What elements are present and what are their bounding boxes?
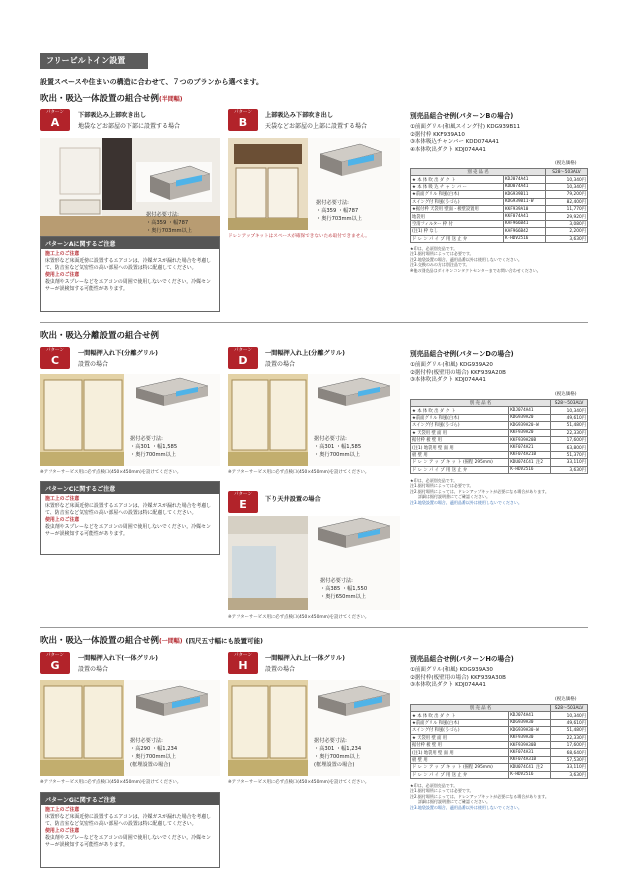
pattern-c-title: 一間幅押入れ下(分離グリル) <box>78 350 158 357</box>
combo-h-price-table: 別 売 品 名 S28～503ALV ★ 本 体 吹 出 ダ ク ト KDJ074A41 10,340円 ★前面グリル 和風(白木) KDG939A30 49,610円 スイング付 和風(うづら) KDG939A30-W 51,480円 ★ 天袋用 壁 面 用 KKF939A30 22,330円 据付枠 板 壁 用 KKF939A30B 17,600円 (注1) 地袋用 壁 面 用 KKF074A31 68,640円 板 壁 用 KKF074A31B 57,530円 ド レ ン ア ッ プ キ ッ ト (揚程 295mm) KDU074C41 注2 33,110円 ド レ ン パ イ プ 用 送 止 弁 K-HDV2516 3,630円 <box>412 706 586 778</box>
pattern-d-desc: 設置の場合 <box>265 361 296 368</box>
pattern-c-req-2: ・高301 ・幅1,585 <box>130 444 178 450</box>
pattern-e-req-2: ・高385 ・幅1,550 <box>320 586 368 592</box>
pattern-b-req-1: 据付必要寸法: <box>316 200 349 206</box>
combo-b-price-table: 別 売 品 名 S28～503ALV ★ 本 体 吹 出 ダ ク ト KDJ074A41 10,340円 ★ 本 体 吸 込 チ ャ ン バ ー KDD074A41 10,340円 ★前面グリル 和風(白木) KDG939B11 79,200円 スイング付 和風(うづら) KDG939B11-W 82,400円 ★据付枠 天袋用 壁面・板壁設置用 KKF939A10 11,770円 地袋用 KKF074A41 29,920円 空清フィルター 枠 付 KAF966B41 3,080円 (注1) 枠 なし KAF966B42 2,200円 ド レ ン パ イ プ 用 送 止 弁 K-HDV2516 3,630円 <box>412 170 586 242</box>
pattern-e-room-illustration <box>228 516 400 610</box>
caution-box-g-title: パターンGに関するご注意 <box>41 793 219 805</box>
pattern-badge-d: パターン D <box>228 347 258 369</box>
pattern-c-room-illustration <box>40 374 220 466</box>
caution-c-usage-heading: 使用上のご注意 <box>45 517 80 523</box>
pattern-b-room-illustration <box>228 138 400 230</box>
caution-a-usage-heading: 使用上のご注意 <box>45 272 80 278</box>
page-header: フリービルトイン設置 <box>40 53 148 69</box>
divider-2 <box>40 627 588 628</box>
section-title-3: 吹出・吸込一体設置の組合せ例(一間幅) (四尺五寸幅にも設置可能) <box>40 636 263 646</box>
pattern-e-req-1: 据付必要寸法: <box>320 578 353 584</box>
pattern-badge-a: パターン A <box>40 109 70 131</box>
pattern-g-req-4: (框埋設置の場合) <box>130 762 171 768</box>
caution-c-install-heading: 施工上のご注意 <box>45 496 80 502</box>
pattern-c-service-note: ※アフターサービス用に必ず点検口(450×450mm)を設けてください。 <box>40 470 182 475</box>
pattern-badge-c: パターン C <box>40 347 70 369</box>
pattern-b-desc: 天袋などお部屋の上部に設置する場合 <box>265 123 368 130</box>
caution-a-install-text: 床置形など床面近傍に設置するエアコンは、冷媒ガスが漏れた場合を考慮して、防音室など気密性の高い部屋への設置は特に配慮してください。 <box>45 258 212 271</box>
caution-box-g <box>40 792 220 868</box>
pattern-d-req-2: ・高301 ・幅1,585 <box>314 444 362 450</box>
pattern-h-desc: 設置の場合 <box>265 666 296 673</box>
pattern-e-title: 下り天井設置の場合 <box>265 496 321 503</box>
pattern-b-drain-note: ドレンアップキットはスペースが確保できないため取付できません。 <box>228 234 370 239</box>
pattern-b-req-2: ・高359 ・幅787 <box>316 208 359 214</box>
pattern-a-room-illustration <box>40 138 220 238</box>
combo-d-items: ①前面グリル(和風) KDG939A20 ②据付枠(板壁用の場合) KKF939A20B ③本体吹出ダクト KDJ074A41 <box>410 362 506 383</box>
pattern-g-req-2: ・高290 ・幅1,234 <box>130 746 178 752</box>
pattern-b-req-3: ・奥行703mm以上 <box>316 216 362 222</box>
pattern-e-service-note: ※アフターサービス用に必ず点検口(450×450mm)を設けてください。 <box>228 615 370 620</box>
caution-c-install-text: 床置形など床面近傍に設置するエアコンは、冷媒ガスが漏れた場合を考慮して、防音室など気密性の高い部屋への設置は特に配慮してください。 <box>45 503 212 516</box>
combo-h-items: ①前面グリル(和風) KDG939A30 ②据付枠(板壁用の場合) KKF939A30B ③本体吹出ダクト KDJ074A41 <box>410 667 506 688</box>
pattern-h-title: 一間幅押入れ上(一体グリル) <box>265 655 345 662</box>
pattern-a-req-2: ・高359 ・幅787 <box>146 220 189 226</box>
pattern-g-desc: 設置の場合 <box>78 666 109 673</box>
pattern-e-req-3: ・奥行650mm以上 <box>320 594 366 600</box>
pattern-c-req-3: ・奥行700mm以上 <box>130 452 176 458</box>
combo-d-title: 別売品組合せ例(パターンDの場合) <box>410 350 514 358</box>
pattern-h-service-note: ※アフターサービス用に必ず点検口(450×450mm)を設けてください。 <box>228 780 370 785</box>
pattern-g-service-note: ※アフターサービス用に必ず点検口(450×450mm)を設けてください。 <box>40 780 182 785</box>
pattern-h-req-2: ・高301 ・幅1,234 <box>314 746 362 752</box>
combo-b-items: ①前面グリル(和風スイング付) KDG939B11 ②据付枠 KKF939A10 ③本体吸込チャンバー KDD074A41 ④本体吹出ダクト KDJ074A41 <box>410 124 521 153</box>
pattern-d-service-note: ※アフターサービス用に必ず点検口(450×450mm)を設けてください。 <box>228 470 370 475</box>
combo-h-notes: ★印は、必須別売品です。 注1.据付場所によっては必要です。 注2.据付場所によっては、ドレンアップキットが必要になる場合があります。 詳細は据付説明書にてご確認ください。 注3.地袋設置の場合、適用品番以外は使用しないでください。 <box>410 783 549 810</box>
pattern-a-req-3: ・奥行703mm以上 <box>146 228 192 234</box>
pattern-a-title: 下部吸込み上部吹き出し <box>78 112 147 119</box>
pattern-g-room-illustration <box>40 680 220 776</box>
pattern-badge-g: パターン G <box>40 652 70 674</box>
pattern-h-req-3: ・奥行700mm以上 <box>314 754 360 760</box>
caution-box-c <box>40 481 220 555</box>
pattern-c-desc: 設置の場合 <box>78 361 109 368</box>
pattern-d-room-illustration <box>228 374 400 466</box>
caution-g-usage-text: 殺虫剤やスプレーなどをエアコンの周囲で使用しないでください。冷媒センサーが誤検知する可能性があります。 <box>45 835 211 848</box>
caution-a-usage-text: 殺虫剤やスプレーなどをエアコンの周囲で使用しないでください。冷媒センサーが誤検知する可能性があります。 <box>45 279 211 292</box>
pattern-badge-e: パターン E <box>228 491 258 513</box>
caution-c-usage-text: 殺虫剤やスプレーなどをエアコンの周囲で使用しないでください。冷媒センサーが誤検知する可能性があります。 <box>45 524 211 537</box>
pattern-g-req-3: ・奥行700mm以上 <box>130 754 176 760</box>
pattern-badge-b: パターン B <box>228 109 258 131</box>
pattern-d-req-3: ・奥行700mm以上 <box>314 452 360 458</box>
combo-h-title: 別売品組合せ例(パターンHの場合) <box>410 655 514 663</box>
pattern-h-req-1: 据付必要寸法: <box>314 738 347 744</box>
caution-g-install-text: 床置形など床面近傍に設置するエアコンは、冷媒ガスが漏れた場合を考慮して、防音室など気密性の高い部屋への設置は特に配慮してください。 <box>45 814 212 827</box>
caution-a-install-heading: 施工上のご注意 <box>45 251 80 257</box>
pattern-h-req-4: (框埋設置の場合) <box>314 762 355 768</box>
caution-box-c-title: パターンCに関するご注意 <box>41 482 219 494</box>
divider-1 <box>40 322 588 323</box>
caution-g-install-heading: 施工上のご注意 <box>45 807 80 813</box>
pattern-c-req-1: 据付必要寸法: <box>130 436 163 442</box>
pattern-a-req-1: 据付必要寸法: <box>146 212 179 218</box>
combo-d-price-note: (税込価格) <box>555 392 577 397</box>
combo-h-price-note: (税込価格) <box>555 697 577 702</box>
combo-b-price-note: (税込価格) <box>555 161 577 166</box>
caution-box-a-title: パターンAに関するご注意 <box>41 237 219 249</box>
combo-d-notes: ★印は、必須別売品です。 注1.据付場所によっては必要です。 注2.据付場所によっては、ドレンアップキットが必要になる場合があります。 詳細は据付説明書にてご確認ください。 注3.地袋設置の場合、適用品番以外は使用しないでください。 <box>410 478 549 505</box>
pattern-g-req-1: 据付必要寸法: <box>130 738 163 744</box>
pattern-b-title: 上部吸込み下部吹き出し <box>265 112 334 119</box>
combo-b-notes: ★印は、必須別売品です。 注1.据付場所によっては必要です。 注2.地袋設置の場合、適用品番以外は使用しないでください。 注3.交換のみの方は別注品です。 ※他の別売品はダイキンコンタクトセンターまでお問い合わせください。 <box>410 246 541 273</box>
combo-b-title: 別売品組合せ例(パターンBの場合) <box>410 112 514 120</box>
caution-g-usage-heading: 使用上のご注意 <box>45 828 80 834</box>
intro-text: 設置スペースや住まいの構造に合わせて、７つのプランから選べます。 <box>40 78 263 86</box>
pattern-d-req-1: 据付必要寸法: <box>314 436 347 442</box>
pattern-d-title: 一間幅押入れ上(分離グリル) <box>265 350 345 357</box>
combo-d-price-table: 別 売 品 名 S28～503ALV ★ 本 体 吹 出 ダ ク ト KDJ074A41 10,340円 ★前面グリル 和風(白木) KDG939A20 49,610円 スイング付 和風(うづら) KDG939A20-W 51,480円 ★ 天袋用 壁 面 用 KKF939A20 22,330円 据付枠 板 壁 用 KKF939A20B 17,600円 (注1) 地袋用 壁 面 用 KKF074A21 63,800円 板 壁 用 KKF074A21B 51,370円 ド レ ン ア ッ プ キ ッ ト (揚程 295mm) KDU074C41 注2 33,110円 ド レ ン パ イ プ 用 送 止 弁 K-HDV2516 3,630円 <box>412 401 586 473</box>
section-title-2: 吹出・吸込分離設置の組合せ例 <box>40 331 160 341</box>
pattern-h-room-illustration <box>228 680 400 776</box>
pattern-g-title: 一間幅押入れ下(一体グリル) <box>78 655 158 662</box>
section-title-1: 吹出・吸込一体設置の組合せ例(半間幅) <box>40 94 183 104</box>
caution-box-a <box>40 236 220 312</box>
pattern-a-desc: 地袋などお部屋の下部に設置する場合 <box>78 123 181 130</box>
pattern-badge-h: パターン H <box>228 652 258 674</box>
